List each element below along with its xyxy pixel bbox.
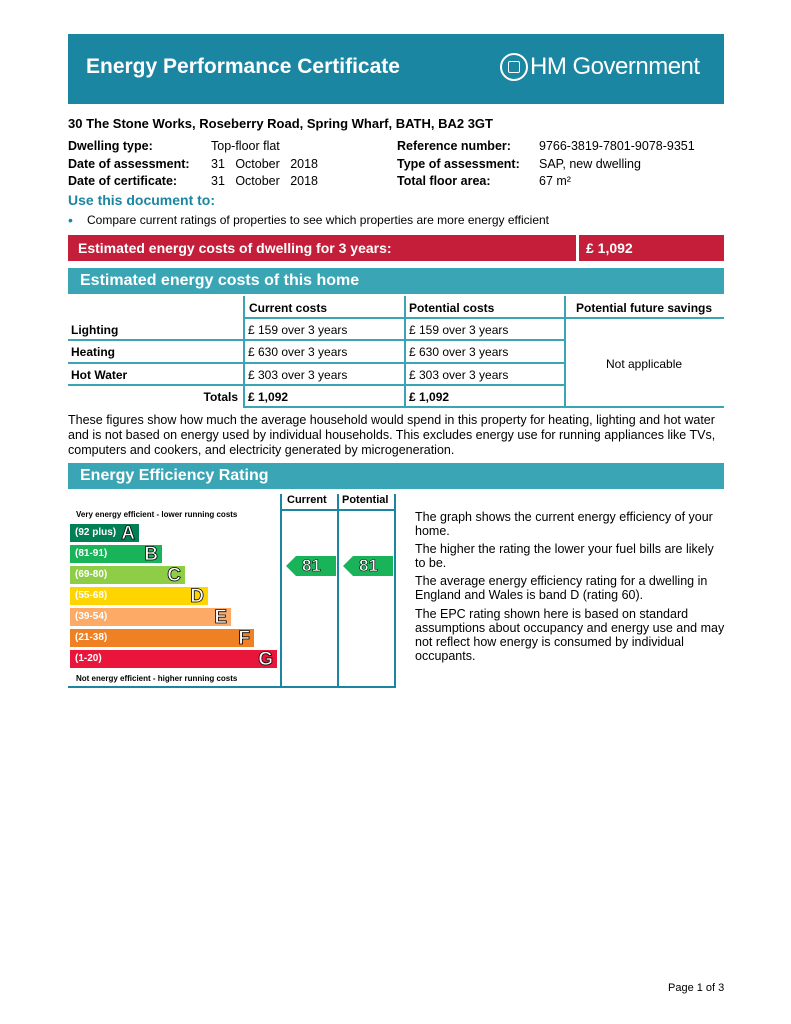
royal-crest-icon bbox=[500, 53, 528, 81]
cell-lighting-current: £ 159 over 3 years bbox=[248, 323, 348, 337]
potential-rating-arrow bbox=[343, 556, 393, 576]
hm-government-logo: HM Government bbox=[530, 53, 700, 80]
cell-hot-water-current: £ 303 over 3 years bbox=[248, 368, 348, 382]
rating-band-letter: C bbox=[167, 565, 181, 586]
bullet-text: Compare current ratings of properties to see which properties are more energy efficient bbox=[87, 213, 550, 227]
rating-band-c bbox=[70, 566, 185, 584]
row-label-hot-water: Hot Water bbox=[71, 368, 128, 382]
scale-top-label: Very energy efficient - lower running costs bbox=[76, 510, 238, 519]
rating-paragraph: The graph shows the current energy efficiency of your home. bbox=[415, 510, 713, 538]
detail-value: Top-floor flat bbox=[211, 139, 280, 153]
rating-band-letter: G bbox=[258, 649, 273, 670]
detail-label: Date of assessment: bbox=[68, 156, 190, 171]
details-right-values bbox=[539, 138, 695, 191]
rating-band-letter: D bbox=[190, 586, 204, 607]
current-rating-arrow bbox=[286, 556, 336, 576]
column-header-savings: Potential future savings bbox=[576, 301, 713, 315]
rating-band-letter: E bbox=[214, 607, 227, 628]
rating-section-title: Energy Efficiency Rating bbox=[80, 467, 269, 484]
rating-band-g bbox=[70, 650, 277, 668]
rating-band-a bbox=[70, 524, 139, 542]
rating-band-range: (92 plus) bbox=[75, 527, 117, 538]
totals-label: Totals bbox=[203, 390, 238, 404]
rating-band-range: (55-68) bbox=[75, 590, 108, 601]
row-label-lighting: Lighting bbox=[71, 323, 119, 337]
totals-current: £ 1,092 bbox=[248, 390, 289, 404]
rating-band-letter: A bbox=[121, 523, 135, 544]
rating-band-range: (1-20) bbox=[75, 653, 102, 664]
certificate-header bbox=[68, 34, 724, 104]
total-cost-banner bbox=[68, 235, 724, 261]
certificate-title: Energy Performance Certificate bbox=[86, 55, 400, 78]
rating-band-range: (39-54) bbox=[75, 611, 108, 622]
rating-band-e bbox=[70, 608, 231, 626]
scale-bottom-label: Not energy efficient - higher running costs bbox=[76, 674, 238, 683]
detail-label: Total floor area: bbox=[397, 174, 491, 188]
detail-value: 67 m² bbox=[539, 174, 571, 188]
rating-band-range: (81-91) bbox=[75, 548, 108, 559]
rating-band-b bbox=[70, 545, 162, 563]
savings-value: Not applicable bbox=[606, 357, 683, 371]
efficiency-rating-chart bbox=[68, 494, 396, 688]
column-header-potential: Potential costs bbox=[409, 301, 495, 315]
potential-rating-value: 81 bbox=[359, 556, 378, 575]
rating-band-range: (21-38) bbox=[75, 632, 108, 643]
details-left-values bbox=[211, 138, 318, 191]
rating-band-range: (69-80) bbox=[75, 569, 108, 580]
cell-heating-current: £ 630 over 3 years bbox=[248, 345, 348, 359]
cell-lighting-potential: £ 159 over 3 years bbox=[409, 323, 509, 337]
rating-column-current: Current bbox=[287, 494, 327, 506]
detail-label: Type of assessment: bbox=[397, 156, 520, 171]
column-header-current: Current costs bbox=[249, 301, 328, 315]
details-left-labels bbox=[68, 138, 190, 191]
detail-label: Dwelling type: bbox=[68, 139, 153, 153]
rating-band-d bbox=[70, 587, 208, 605]
detail-value: 31 October 2018 bbox=[211, 174, 319, 188]
cell-heating-potential: £ 630 over 3 years bbox=[409, 345, 509, 359]
detail-label: Reference number: bbox=[397, 139, 511, 153]
property-address: 30 The Stone Works, Roseberry Road, Spring Wharf, BATH, BA2 3GT bbox=[68, 116, 493, 131]
detail-value: 31 October 2018 bbox=[211, 156, 319, 171]
rating-column-potential: Potential bbox=[342, 494, 389, 506]
costs-section-title: Estimated energy costs of this home bbox=[80, 272, 360, 289]
detail-label: Date of certificate: bbox=[68, 174, 178, 188]
bullet-icon: • bbox=[68, 212, 73, 228]
rating-band-letter: F bbox=[238, 628, 250, 649]
rating-paragraph: The EPC rating shown here is based on standard assumptions about occupancy and energy use and may not reflect how energy is consumed by individual occupants. bbox=[415, 607, 725, 663]
costs-note: These figures show how much the average household would spend in this property for heating, lighting and hot water and is not based on energy used by individual households. This excludes energy use for running appliances like TVs, computers and cookers, and electricity generated by microgeneration. bbox=[68, 413, 716, 457]
row-label-heating: Heating bbox=[71, 345, 116, 359]
detail-value: SAP, new dwelling bbox=[539, 156, 641, 171]
rating-section-header bbox=[68, 463, 724, 489]
costs-section-header bbox=[68, 268, 724, 294]
total-cost-value: £ 1,092 bbox=[586, 240, 633, 256]
rating-band-f bbox=[70, 629, 254, 647]
page-number: Page 1 of 3 bbox=[668, 982, 725, 994]
total-cost-label: Estimated energy costs of dwelling for 3 years: bbox=[78, 240, 392, 256]
rating-paragraph: The average energy efficiency rating for a dwelling in England and Wales is band D (rating 60). bbox=[415, 574, 708, 602]
cell-hot-water-potential: £ 303 over 3 years bbox=[409, 368, 509, 382]
rating-paragraph: The higher the rating the lower your fuel bills are likely to be. bbox=[415, 542, 714, 570]
current-rating-value: 81 bbox=[302, 556, 321, 575]
totals-potential: £ 1,092 bbox=[409, 390, 450, 404]
rating-band-letter: B bbox=[144, 544, 158, 565]
details-right-labels bbox=[397, 138, 520, 191]
use-document-title: Use this document to: bbox=[68, 192, 216, 208]
detail-value: 9766-3819-7801-9078-9351 bbox=[539, 139, 695, 153]
